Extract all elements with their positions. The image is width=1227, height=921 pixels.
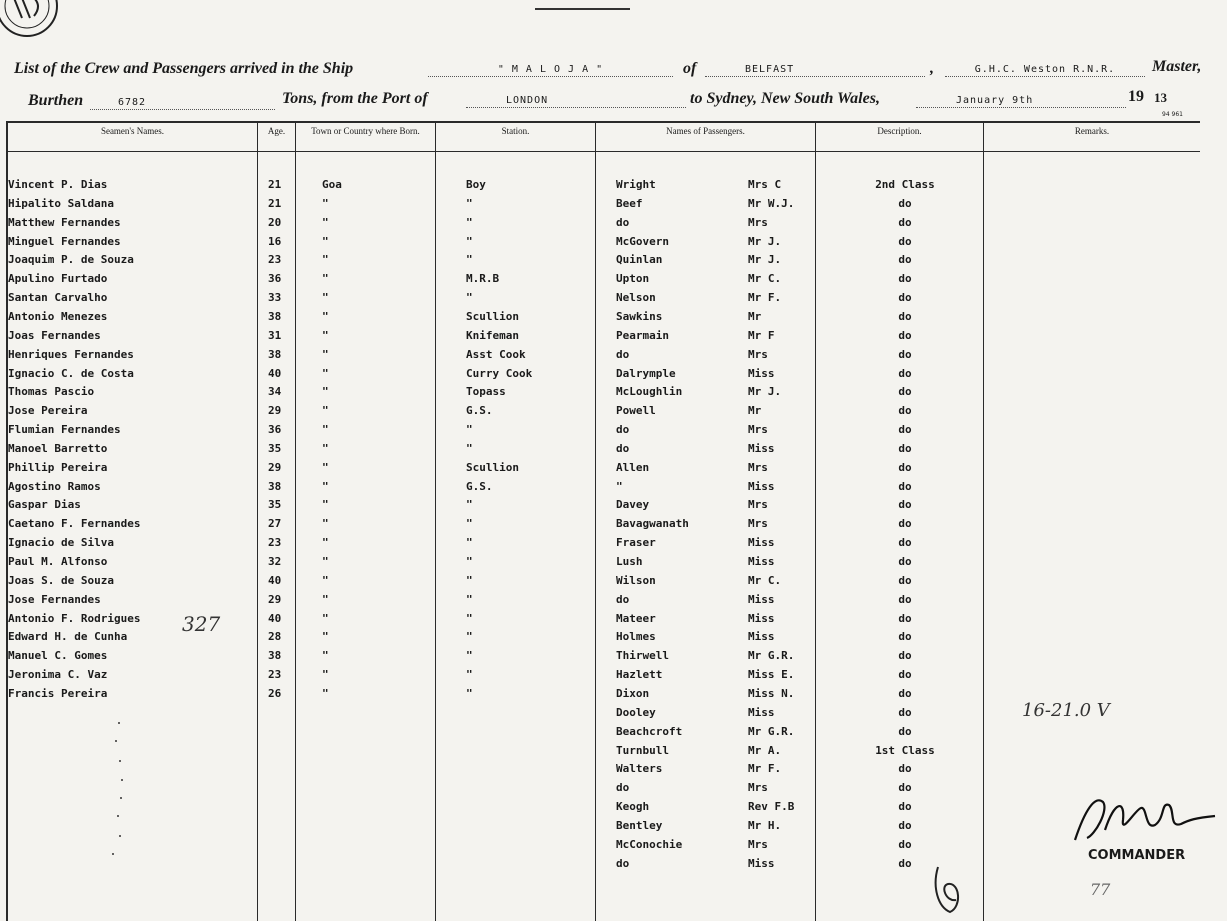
age: 28: [268, 630, 282, 644]
col-header-station: Station.: [501, 126, 530, 136]
seaman-name: Joaquim P. de Souza: [8, 253, 134, 267]
master-name: G.H.C. Weston R.N.R.: [945, 64, 1145, 77]
table-row: [0, 857, 1227, 876]
description: do: [898, 423, 912, 437]
age: 29: [268, 592, 282, 606]
age: 38: [268, 479, 282, 493]
birthplace: ": [322, 460, 329, 474]
header-title: List of the Crew and Passengers arrived in the Ship: [14, 60, 354, 77]
age: 23: [268, 253, 282, 267]
station: ": [466, 611, 473, 625]
description: 1st Class: [875, 743, 935, 757]
passenger-name: Dixon: [616, 686, 650, 700]
table-row: [0, 668, 1227, 687]
birthplace: ": [322, 686, 329, 700]
ink-dot: [119, 760, 121, 762]
birthplace: ": [322, 555, 329, 568]
seaman-name: Paul M. Alfonso: [8, 555, 108, 568]
description: do: [898, 498, 912, 512]
age: 20: [268, 215, 282, 229]
from-port: LONDON: [466, 95, 686, 108]
age: 16: [268, 234, 282, 248]
table-row: [0, 253, 1227, 272]
table-row: [0, 762, 1227, 781]
birthplace: ": [322, 649, 329, 663]
passenger-title: Mrs: [748, 460, 768, 474]
seaman-name: Minguel Fernandes: [8, 234, 121, 248]
passenger-title: Mr A.: [748, 743, 782, 757]
age: 26: [268, 686, 282, 700]
description: do: [898, 385, 912, 399]
table-row: [0, 291, 1227, 310]
birthplace: ": [322, 347, 329, 361]
comma: ,: [930, 60, 934, 77]
passenger-title: Mr J.: [748, 385, 782, 399]
passenger-name: Bavagwanath: [616, 517, 689, 531]
table-header-rule: [6, 151, 1200, 152]
header-of: of: [683, 60, 697, 77]
passenger-title: Mrs: [748, 423, 768, 437]
seaman-name: Apulino Furtado: [8, 272, 108, 286]
age: 40: [268, 611, 282, 625]
passenger-name: Powell: [616, 404, 656, 418]
passenger-name: Sawkins: [616, 309, 663, 323]
table-row: [0, 536, 1227, 555]
col-header-born: Town or Country where Born.: [311, 126, 420, 136]
birthplace: ": [322, 517, 329, 531]
description: do: [898, 818, 912, 832]
station: Scullion: [466, 309, 519, 323]
seaman-name: Ignacio C. de Costa: [8, 366, 134, 380]
birthplace: ": [322, 272, 329, 286]
seaman-name: Henriques Fernandes: [8, 347, 134, 361]
ink-dot: [112, 853, 114, 855]
age: 32: [268, 555, 282, 568]
station: Topass: [466, 385, 506, 399]
age: 29: [268, 460, 282, 474]
seaman-name: Antonio F. Rodrigues: [8, 611, 141, 625]
ink-dot: [115, 740, 117, 742]
ink-dot: [119, 835, 121, 837]
passenger-title: Miss N.: [748, 686, 795, 700]
seaman-name: Joas S. de Souza: [8, 573, 114, 587]
passenger-title: Miss E.: [748, 668, 795, 682]
station: Boy: [466, 178, 486, 191]
passenger-title: Mr: [748, 309, 762, 323]
passenger-title: Mrs: [748, 347, 768, 361]
table-row: [0, 367, 1227, 386]
age: 27: [268, 517, 282, 531]
description: do: [898, 800, 912, 814]
col-header-description: Description.: [877, 126, 922, 136]
birthplace: ": [322, 479, 329, 493]
passenger-title: Miss: [748, 441, 775, 455]
passenger-name: Thirwell: [616, 649, 669, 663]
seaman-name: Matthew Fernandes: [8, 215, 121, 229]
age: 23: [268, 536, 282, 550]
seaman-name: Jose Fernandes: [8, 592, 101, 606]
description: do: [898, 686, 912, 700]
passenger-title: Miss: [748, 592, 775, 606]
col-header-age: Age.: [267, 126, 286, 136]
table-row: [0, 461, 1227, 480]
age: 40: [268, 573, 282, 587]
station: ": [466, 686, 473, 700]
table-row: [0, 498, 1227, 517]
col-header-remarks: Remarks.: [1074, 126, 1110, 136]
tons-from-label: Tons, from the Port of: [282, 90, 428, 107]
birthplace: ": [322, 573, 329, 587]
station: M.R.B: [466, 272, 500, 286]
passenger-title: Mrs C: [748, 178, 782, 191]
form-number: 94 961: [1162, 111, 1183, 118]
seal-stamp-icon: [0, 0, 62, 40]
seaman-name: Hipalito Saldana: [8, 196, 114, 210]
station: ": [466, 517, 473, 531]
seaman-name: Vincent P. Dias: [8, 178, 108, 191]
description: do: [898, 555, 912, 568]
birthplace: ": [322, 592, 329, 606]
passenger-title: Mr J.: [748, 234, 782, 248]
table-row: [0, 272, 1227, 291]
passenger-title: Miss: [748, 630, 775, 644]
station: ": [466, 423, 473, 437]
birthplace: ": [322, 253, 329, 267]
passenger-name: Hazlett: [616, 668, 663, 682]
passenger-name: ": [616, 479, 623, 493]
passenger-title: Mr C.: [748, 573, 782, 587]
station: G.S.: [466, 404, 493, 418]
description: do: [898, 460, 912, 474]
passenger-name: McConochie: [616, 837, 683, 851]
passenger-title: Mr G.R.: [748, 649, 795, 663]
station: Scullion: [466, 460, 519, 474]
handwritten-remark: 16-21.0 V: [1022, 700, 1110, 721]
col-header-passengers: Names of Passengers.: [666, 126, 745, 136]
table-row: [0, 329, 1227, 348]
passenger-name: Pearmain: [616, 328, 669, 342]
description: do: [898, 649, 912, 663]
table-row: [0, 555, 1227, 574]
age: 21: [268, 196, 282, 210]
table-row: [0, 593, 1227, 612]
passenger-name: Allen: [616, 460, 650, 474]
passenger-title: Mrs: [748, 215, 768, 229]
description: do: [898, 347, 912, 361]
table-row: [0, 197, 1227, 216]
seaman-name: Jose Pereira: [8, 404, 88, 418]
birthplace: ": [322, 423, 329, 437]
seaman-name: Caetano F. Fernandes: [8, 517, 141, 531]
birthplace: ": [322, 328, 329, 342]
passenger-name: Turnbull: [616, 743, 669, 757]
passenger-name: do: [616, 781, 630, 795]
passenger-name: McLoughlin: [616, 385, 683, 399]
seaman-name: Ignacio de Silva: [8, 536, 114, 550]
top-rule: [535, 8, 630, 10]
table-top-rule: [6, 121, 1200, 123]
seaman-name: Agostino Ramos: [8, 479, 101, 493]
birthplace: ": [322, 536, 329, 550]
table-row: [0, 235, 1227, 254]
passenger-title: Mr G.R.: [748, 724, 795, 738]
handwritten-count: 327: [182, 612, 221, 636]
table-row: [0, 310, 1227, 329]
passenger-title: Mr F.: [748, 291, 782, 305]
seaman-name: Manuel C. Gomes: [8, 649, 108, 663]
passenger-title: Miss: [748, 479, 775, 493]
table-row: [0, 385, 1227, 404]
passenger-name: do: [616, 347, 630, 361]
age: 40: [268, 366, 282, 380]
passenger-title: Mrs: [748, 498, 768, 512]
passenger-name: Nelson: [616, 291, 656, 305]
age: 31: [268, 328, 282, 342]
station: Knifeman: [466, 328, 519, 342]
to-sydney-label: to Sydney, New South Wales,: [690, 90, 880, 107]
age: 36: [268, 272, 282, 286]
passenger-name: Dooley: [616, 705, 656, 719]
passenger-title: Mrs: [748, 837, 768, 851]
description: do: [898, 234, 912, 248]
seaman-name: Phillip Pereira: [8, 460, 108, 474]
seaman-name: Santan Carvalho: [8, 291, 108, 305]
seaman-name: Thomas Pascio: [8, 385, 95, 399]
station: ": [466, 291, 473, 305]
station: ": [466, 253, 473, 267]
station: ": [466, 215, 473, 229]
table-row: [0, 423, 1227, 442]
station: Curry Cook: [466, 366, 533, 380]
passenger-name: Holmes: [616, 630, 656, 644]
birthplace: ": [322, 196, 329, 210]
description: do: [898, 404, 912, 418]
passenger-name: Davey: [616, 498, 650, 512]
description: do: [898, 668, 912, 682]
table-row: [0, 404, 1227, 423]
passenger-title: Mr H.: [748, 818, 782, 832]
station: ": [466, 555, 473, 568]
birthplace: ": [322, 234, 329, 248]
birthplace: ": [322, 366, 329, 380]
passenger-name: Quinlan: [616, 253, 663, 267]
table-row: [0, 649, 1227, 668]
commander-signature-icon: [1065, 790, 1225, 850]
birthplace: ": [322, 668, 329, 682]
master-label: Master,: [1152, 58, 1202, 75]
passenger-title: Mr: [748, 404, 762, 418]
station: ": [466, 630, 473, 644]
port-of-registry: BELFAST: [705, 64, 925, 77]
age: 35: [268, 498, 282, 512]
station: ": [466, 573, 473, 587]
passenger-title: Mr J.: [748, 253, 782, 267]
table-row: [0, 216, 1227, 235]
passenger-title: Mrs: [748, 781, 768, 795]
seaman-name: Gaspar Dias: [8, 498, 81, 512]
description: do: [898, 215, 912, 229]
birthplace: ": [322, 630, 329, 644]
description: do: [898, 781, 912, 795]
station: ": [466, 498, 473, 512]
station: ": [466, 441, 473, 455]
description: do: [898, 837, 912, 851]
description: do: [898, 705, 912, 719]
col-header-seaman: Seamen's Names.: [100, 126, 165, 136]
seaman-name: Joas Fernandes: [8, 328, 101, 342]
handwritten-bottom-note: 77: [1090, 880, 1111, 899]
year-suffix: 13: [1154, 90, 1167, 105]
station: ": [466, 196, 473, 210]
passenger-name: Dalrymple: [616, 366, 676, 380]
passenger-name: do: [616, 856, 630, 870]
ink-dot: [117, 815, 119, 817]
table-row: [0, 781, 1227, 800]
age: 38: [268, 347, 282, 361]
table-row: [0, 480, 1227, 499]
age: 34: [268, 385, 282, 399]
description: do: [898, 611, 912, 625]
station: ": [466, 649, 473, 663]
table-row: [0, 744, 1227, 763]
table-row: [0, 178, 1227, 197]
ink-dot: [121, 779, 123, 781]
description: do: [898, 366, 912, 380]
description: do: [898, 291, 912, 305]
table-row: [0, 517, 1227, 536]
passenger-name: Bentley: [616, 818, 663, 832]
passenger-name: Lush: [616, 555, 643, 568]
birthplace: ": [322, 441, 329, 455]
age: 36: [268, 423, 282, 437]
passenger-name: do: [616, 215, 630, 229]
description: do: [898, 272, 912, 286]
initials-mark-icon: [930, 862, 970, 917]
passenger-title: Miss: [748, 555, 775, 568]
birthplace: ": [322, 611, 329, 625]
station: G.S.: [466, 479, 493, 493]
passenger-name: McGovern: [616, 234, 669, 248]
ship-name: " M A L O J A ": [428, 64, 673, 77]
passenger-title: Mr W.J.: [748, 196, 795, 210]
passenger-name: Wilson: [616, 573, 656, 587]
table-row: [0, 838, 1227, 857]
age: 35: [268, 441, 282, 455]
birthplace: ": [322, 498, 329, 512]
description: do: [898, 592, 912, 606]
passenger-name: Keogh: [616, 800, 650, 814]
age: 38: [268, 309, 282, 323]
birthplace: ": [322, 309, 329, 323]
commander-label: COMMANDER: [1088, 848, 1186, 863]
table-row: [0, 348, 1227, 367]
passenger-title: Miss: [748, 611, 775, 625]
table-row: [0, 800, 1227, 819]
passenger-name: do: [616, 592, 630, 606]
seaman-name: Manoel Barretto: [8, 441, 108, 455]
description: do: [898, 309, 912, 323]
description: do: [898, 328, 912, 342]
birthplace: ": [322, 291, 329, 305]
table-row: [0, 442, 1227, 461]
description: do: [898, 573, 912, 587]
passenger-name: do: [616, 441, 630, 455]
seaman-name: Jeronima C. Vaz: [8, 668, 108, 682]
passenger-name: Fraser: [616, 536, 656, 550]
station: ": [466, 668, 473, 682]
passenger-name: Beachcroft: [616, 724, 683, 738]
passenger-name: Upton: [616, 272, 650, 286]
description: do: [898, 630, 912, 644]
age: 23: [268, 668, 282, 682]
burthen-label: Burthen: [28, 92, 84, 109]
table-row: [0, 819, 1227, 838]
seaman-name: Edward H. de Cunha: [8, 630, 128, 644]
passenger-title: Miss: [748, 705, 775, 719]
station: Asst Cook: [466, 347, 526, 361]
station: ": [466, 592, 473, 606]
passenger-title: Mr F: [748, 328, 775, 342]
age: 38: [268, 649, 282, 663]
passenger-title: Rev F.B: [748, 800, 795, 814]
ink-dot: [118, 722, 120, 724]
burthen-value: 6782: [90, 97, 275, 110]
description: do: [898, 253, 912, 267]
passenger-name: Beef: [616, 196, 643, 210]
passenger-title: Mr C.: [748, 272, 782, 286]
description: do: [898, 196, 912, 210]
description: do: [898, 724, 912, 738]
description: do: [898, 441, 912, 455]
age: 33: [268, 291, 282, 305]
description: do: [898, 536, 912, 550]
birthplace: Goa: [322, 178, 342, 191]
passenger-name: Mateer: [616, 611, 656, 625]
description: do: [898, 517, 912, 531]
station: ": [466, 234, 473, 248]
description: do: [898, 856, 912, 870]
seaman-name: Antonio Menezes: [8, 309, 108, 323]
description: do: [898, 479, 912, 493]
birthplace: ": [322, 385, 329, 399]
passenger-title: Mrs: [748, 517, 768, 531]
birthplace: ": [322, 404, 329, 418]
table-row: [0, 574, 1227, 593]
arrival-date: January 9th: [916, 95, 1126, 108]
year-prefix: 19: [1128, 88, 1144, 105]
passenger-name: Wright: [616, 178, 656, 191]
age: 29: [268, 404, 282, 418]
passenger-title: Miss: [748, 856, 775, 870]
age: 21: [268, 178, 282, 191]
passenger-title: Mr F.: [748, 762, 782, 776]
seaman-name: Flumian Fernandes: [8, 423, 121, 437]
passenger-title: Miss: [748, 536, 775, 550]
ink-dot: [120, 797, 122, 799]
station: ": [466, 536, 473, 550]
passenger-title: Miss: [748, 366, 775, 380]
seaman-name: Francis Pereira: [8, 686, 108, 700]
passenger-name: Walters: [616, 762, 663, 776]
description: do: [898, 762, 912, 776]
description: 2nd Class: [875, 178, 935, 191]
table-row: [0, 725, 1227, 744]
passenger-name: do: [616, 423, 630, 437]
birthplace: ": [322, 215, 329, 229]
